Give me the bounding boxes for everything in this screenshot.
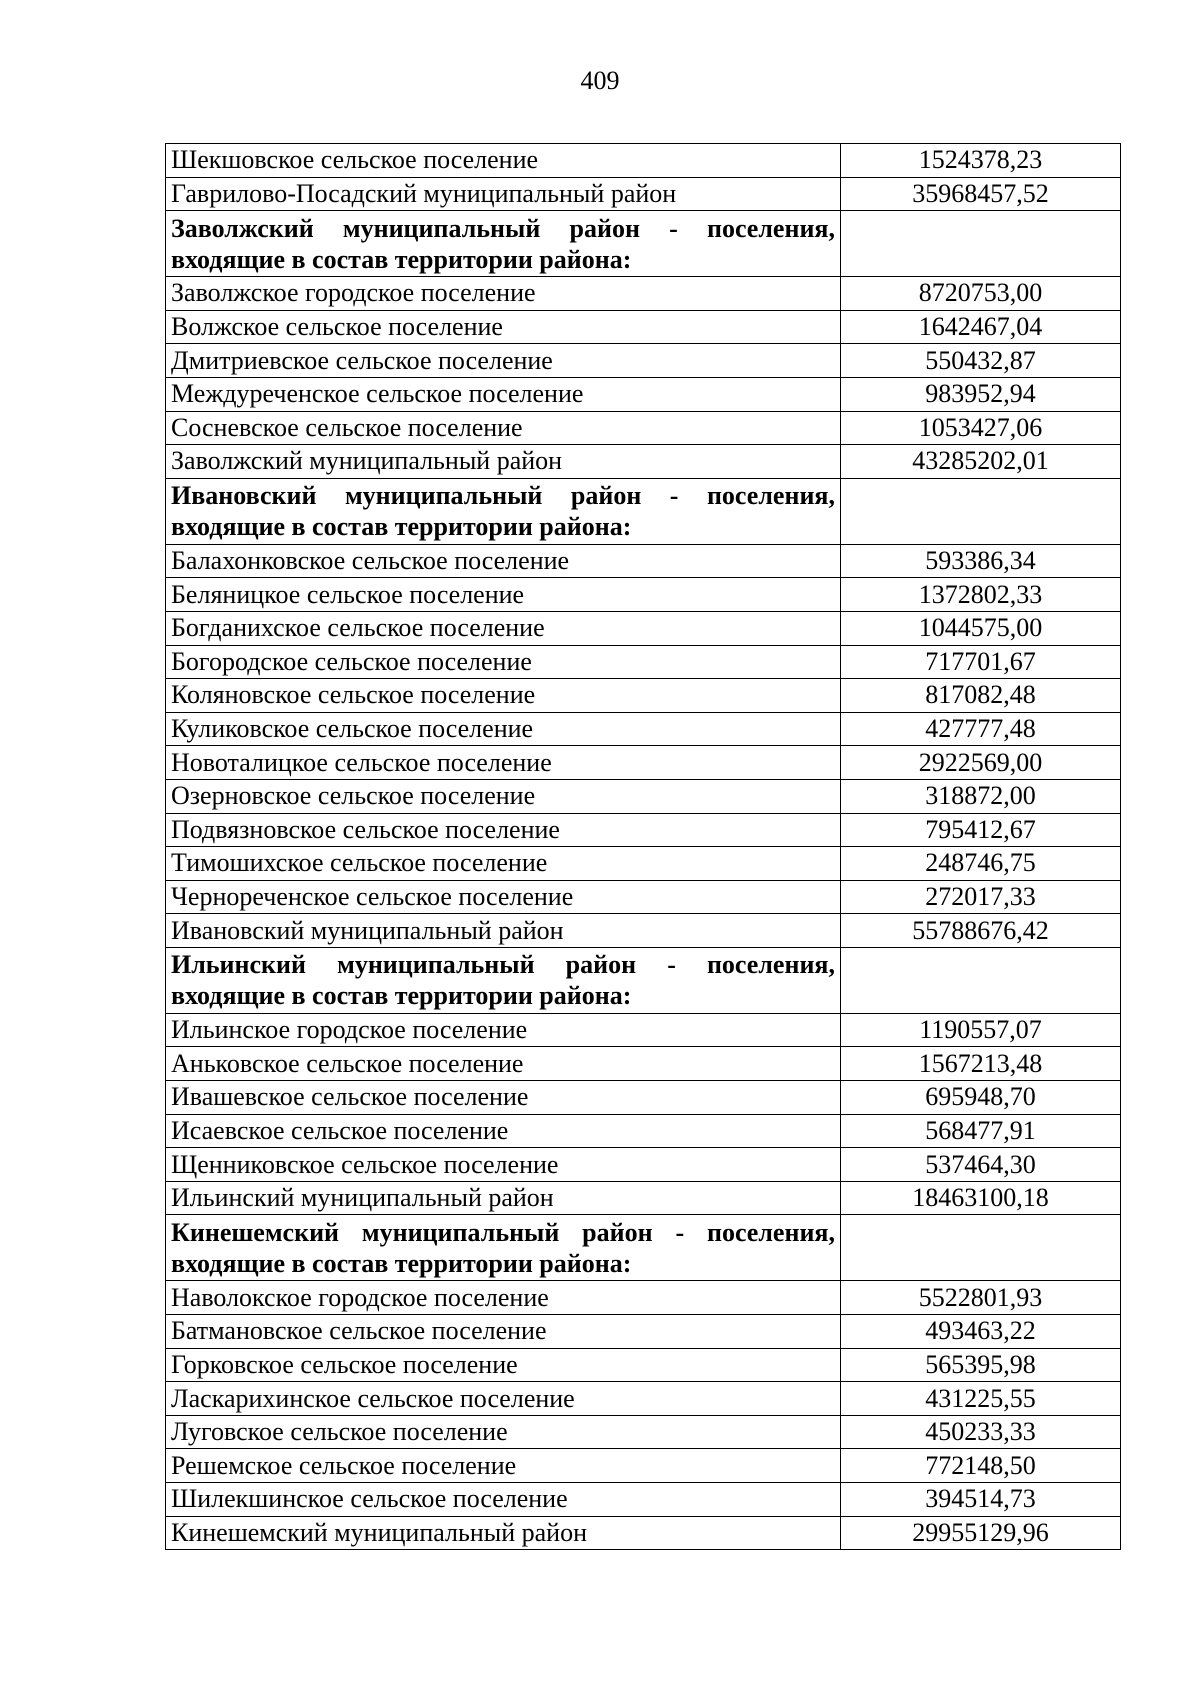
amount-value: 1044575,00 bbox=[841, 611, 1121, 645]
settlement-name: Балахонковское сельское поселение bbox=[166, 544, 841, 578]
settlement-name: Беляницкое сельское поселение bbox=[166, 578, 841, 612]
table-row bbox=[166, 645, 1121, 679]
page-number: 409 bbox=[580, 66, 620, 95]
table-row bbox=[166, 445, 1121, 479]
settlement-name: Горковское сельское поселение bbox=[166, 1348, 841, 1382]
table-row bbox=[166, 1315, 1121, 1349]
settlement-name: Куликовское сельское поселение bbox=[166, 712, 841, 746]
settlement-name: Ильинский муниципальный район bbox=[166, 1181, 841, 1215]
amount-value: 565395,98 bbox=[841, 1348, 1121, 1382]
table-row bbox=[166, 544, 1121, 578]
settlement-name: Дмитриевское сельское поселение bbox=[166, 344, 841, 378]
table-row bbox=[166, 1148, 1121, 1182]
amount-value: 550432,87 bbox=[841, 344, 1121, 378]
amount-value: 394514,73 bbox=[841, 1483, 1121, 1517]
amount-value: 695948,70 bbox=[841, 1081, 1121, 1115]
table-row bbox=[166, 880, 1121, 914]
amount-value: 55788676,42 bbox=[841, 914, 1121, 948]
table-row bbox=[166, 1181, 1121, 1215]
settlement-name: Шилекшинское сельское поселение bbox=[166, 1483, 841, 1517]
amount-value: 537464,30 bbox=[841, 1148, 1121, 1182]
amount-value: 35968457,52 bbox=[841, 177, 1121, 211]
amount-value: 427777,48 bbox=[841, 712, 1121, 746]
table-row bbox=[166, 1047, 1121, 1081]
table-row bbox=[166, 847, 1121, 881]
amount-value: 1190557,07 bbox=[841, 1013, 1121, 1047]
settlement-name: Озерновское сельское поселение bbox=[166, 779, 841, 813]
settlement-name: Ильинское городское поселение bbox=[166, 1013, 841, 1047]
settlement-name: Богданихское сельское поселение bbox=[166, 611, 841, 645]
table-row bbox=[166, 611, 1121, 645]
settlement-name: Батмановское сельское поселение bbox=[166, 1315, 841, 1349]
table-row bbox=[166, 746, 1121, 780]
amount-value: 29955129,96 bbox=[841, 1516, 1121, 1550]
settlement-name: Волжское сельское поселение bbox=[166, 310, 841, 344]
settlement-name: Коляновское сельское поселение bbox=[166, 679, 841, 713]
table-row bbox=[166, 144, 1121, 178]
amount-value: 983952,94 bbox=[841, 377, 1121, 411]
amount-value: 1524378,23 bbox=[841, 144, 1121, 178]
table-row bbox=[166, 1415, 1121, 1449]
table-row bbox=[166, 1281, 1121, 1315]
amount-value bbox=[841, 478, 1121, 544]
settlement-name: Ивашевское сельское поселение bbox=[166, 1081, 841, 1115]
settlement-name: Щенниковское сельское поселение bbox=[166, 1148, 841, 1182]
amount-value: 817082,48 bbox=[841, 679, 1121, 713]
settlement-name: Луговское сельское поселение bbox=[166, 1415, 841, 1449]
amount-value: 717701,67 bbox=[841, 645, 1121, 679]
table-row bbox=[166, 344, 1121, 378]
amount-value: 493463,22 bbox=[841, 1315, 1121, 1349]
amount-value: 1642467,04 bbox=[841, 310, 1121, 344]
amount-value: 318872,00 bbox=[841, 779, 1121, 813]
table-row bbox=[166, 411, 1121, 445]
amount-value: 568477,91 bbox=[841, 1114, 1121, 1148]
district-header-label: Заволжский муниципальный район - поселения, входящие в состав территории района: bbox=[166, 211, 841, 277]
settlement-name: Аньковское сельское поселение bbox=[166, 1047, 841, 1081]
settlement-name: Тимошихское сельское поселение bbox=[166, 847, 841, 881]
table-row bbox=[166, 1114, 1121, 1148]
settlement-name: Исаевское сельское поселение bbox=[166, 1114, 841, 1148]
settlement-name: Наволокское городское поселение bbox=[166, 1281, 841, 1315]
amount-value: 248746,75 bbox=[841, 847, 1121, 881]
table-row bbox=[166, 277, 1121, 311]
settlement-name: Междуреченское сельское поселение bbox=[166, 377, 841, 411]
settlement-name: Шекшовское сельское поселение bbox=[166, 144, 841, 178]
district-header-label: Кинешемский муниципальный район - поселения, входящие в состав территории района: bbox=[166, 1215, 841, 1281]
district-header-row bbox=[166, 1215, 1121, 1281]
settlement-name: Кинешемский муниципальный район bbox=[166, 1516, 841, 1550]
settlement-name: Богородское сельское поселение bbox=[166, 645, 841, 679]
table-row bbox=[166, 310, 1121, 344]
amount-value: 272017,33 bbox=[841, 880, 1121, 914]
district-header-row bbox=[166, 478, 1121, 544]
amount-value: 795412,67 bbox=[841, 813, 1121, 847]
table-row bbox=[166, 1081, 1121, 1115]
settlement-name: Заволжское городское поселение bbox=[166, 277, 841, 311]
table-row bbox=[166, 377, 1121, 411]
table-row bbox=[166, 712, 1121, 746]
table-row bbox=[166, 1382, 1121, 1416]
table-row bbox=[166, 1013, 1121, 1047]
amount-value: 18463100,18 bbox=[841, 1181, 1121, 1215]
amount-value: 593386,34 bbox=[841, 544, 1121, 578]
amount-value: 43285202,01 bbox=[841, 445, 1121, 479]
amount-value: 1053427,06 bbox=[841, 411, 1121, 445]
settlement-name: Новоталицкое сельское поселение bbox=[166, 746, 841, 780]
table-row bbox=[166, 1449, 1121, 1483]
amount-value bbox=[841, 1215, 1121, 1281]
table-row bbox=[166, 813, 1121, 847]
allocation-table bbox=[165, 143, 1121, 1550]
district-header-label: Ивановский муниципальный район - поселения, входящие в состав территории района: bbox=[166, 478, 841, 544]
district-header-row bbox=[166, 947, 1121, 1013]
settlement-name: Подвязновское сельское поселение bbox=[166, 813, 841, 847]
amount-value: 1567213,48 bbox=[841, 1047, 1121, 1081]
table-row bbox=[166, 1483, 1121, 1517]
amount-value bbox=[841, 211, 1121, 277]
table-row bbox=[166, 1348, 1121, 1382]
table-row bbox=[166, 679, 1121, 713]
table-row bbox=[166, 1516, 1121, 1550]
amount-value bbox=[841, 947, 1121, 1013]
amount-value: 772148,50 bbox=[841, 1449, 1121, 1483]
settlement-name: Заволжский муниципальный район bbox=[166, 445, 841, 479]
settlement-name: Ласкарихинское сельское поселение bbox=[166, 1382, 841, 1416]
amount-value: 5522801,93 bbox=[841, 1281, 1121, 1315]
settlement-name: Решемское сельское поселение bbox=[166, 1449, 841, 1483]
settlement-name: Ивановский муниципальный район bbox=[166, 914, 841, 948]
district-header-label: Ильинский муниципальный район - поселения, входящие в состав территории района: bbox=[166, 947, 841, 1013]
settlement-name: Сосневское сельское поселение bbox=[166, 411, 841, 445]
table-row bbox=[166, 578, 1121, 612]
settlement-name: Гаврилово-Посадский муниципальный район bbox=[166, 177, 841, 211]
table-body bbox=[166, 144, 1121, 1550]
amount-value: 8720753,00 bbox=[841, 277, 1121, 311]
table-row bbox=[166, 177, 1121, 211]
table-row bbox=[166, 914, 1121, 948]
amount-value: 431225,55 bbox=[841, 1382, 1121, 1416]
amount-value: 450233,33 bbox=[841, 1415, 1121, 1449]
settlement-name: Чернореченское сельское поселение bbox=[166, 880, 841, 914]
amount-value: 1372802,33 bbox=[841, 578, 1121, 612]
table-row bbox=[166, 779, 1121, 813]
district-header-row bbox=[166, 211, 1121, 277]
amount-value: 2922569,00 bbox=[841, 746, 1121, 780]
